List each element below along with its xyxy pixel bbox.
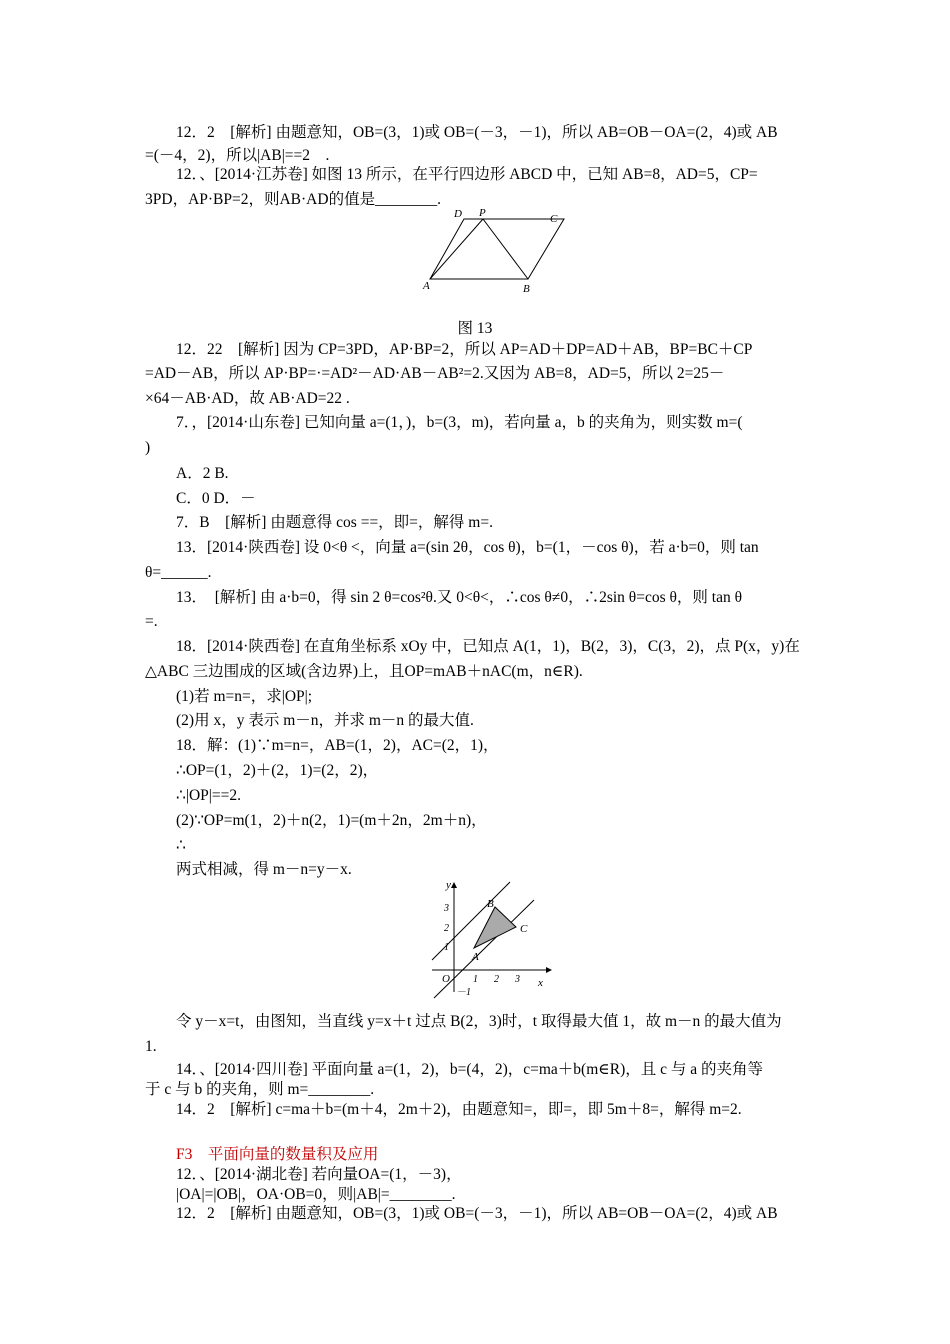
label-a: A [423,280,430,292]
region-abc [474,907,516,948]
y-axis-label: y [446,880,451,891]
figure-13-parallelogram [420,205,570,305]
label-b: B [523,283,530,295]
text-line: =AD－AB，所以 AP·BP=·=AD²－AD·AB－AB²=2.又因为 AB=8，AD=5，所以 2=25－ [145,365,725,382]
point-c-label: C [520,923,528,935]
text-line: 18．[2014·陕西卷] 在直角坐标系 xOy 中，已知点 A(1，1)，B(2，3)，C(3，2)，点 P(x，y)在 [176,638,800,655]
text-line: (2)∵OP=m(1，2)＋n(2，1)=(m＋2n，2m＋n)， [176,812,487,829]
text-line: 12．2 [解析] 由题意知，OB=(3，1)或 OB=(－3，－1)，所以 AB=OB－OA=(2，4)或 AB [176,124,778,141]
text-line: 7．B [解析] 由题意得 cos ==，即=，解得 m=. [176,514,493,531]
origin-label: O [442,973,450,985]
y-tick-3: 3 [444,903,449,914]
section-heading: F3 平面向量的数量积及应用 [176,1146,379,1163]
label-p: P [479,207,486,219]
text-line: ) [145,439,151,456]
text-line: =(－4，2)，所以|AB|==2 . [145,147,330,164]
x-tick-2: 2 [494,974,499,985]
text-line: A．2 B. [176,465,229,482]
text-line: 12．2 [解析] 由题意知，OB=(3，1)或 OB=(－3，－1)，所以 AB=OB－OA=(2，4)或 AB [176,1205,778,1222]
y-tick-2: 2 [444,923,449,934]
text-line: =. [145,613,158,630]
text-line: 令 y－x=t，由图知，当直线 y=x＋t 过点 B(2，3)时，t 取得最大值 1，故 m－n 的最大值为 [176,1013,782,1030]
x-tick-3: 3 [515,974,520,985]
text-line: 3PD，AP·BP=2，则AB·AD的值是________. [145,191,441,208]
text-line: 18．解：(1)∵m=n=，AB=(1，2)，AC=(2，1)， [176,737,499,754]
label-c: C [550,213,558,225]
text-line: (1)若 m=n=，求|OP|; [176,688,313,705]
figure-caption: 图 13 [457,320,493,337]
text-line: 7．，[2014·山东卷] 已知向量 a=(1，)，b=(3，m)，若向量 a，b 的夹角为，则实数 m=( [176,414,743,431]
text-line: 于 c 与 b 的夹角，则 m=________. [145,1081,375,1098]
text-line: ∴|OP|==2. [176,787,241,804]
text-line: 14．、[2014·四川卷] 平面向量 a=(1，2)，b=(4，2)，c=ma＋b(m∈R)，且 c 与 a 的夹角等 [176,1061,764,1078]
text-line: ∴ [176,837,186,854]
text-line: 13． [解析] 由 a·b=0，得 sin 2 θ=cos²θ.又 0<θ<，∴cos θ≠0，∴2sin θ=cos θ，则 tan θ [176,589,743,606]
text-line: 12．、[2014·湖北卷] 若向量OA=(1，－3)， [176,1166,462,1183]
text-line: 13．[2014·陕西卷] 设 0<θ <，向量 a=(sin 2θ，cos θ)，b=(1，－cos θ)，若 a·b=0，则 tan [176,539,759,556]
neg-tick: －1 [456,987,471,998]
coordinate-graph [428,880,558,1000]
x-axis-label: x [538,977,543,989]
text-line: (2)用 x，y 表示 m－n，并求 m－n 的最大值. [176,712,474,729]
x-tick-1: 1 [473,974,478,985]
text-line: |OA|=|OB|，OA·OB=0，则|AB|=________. [176,1186,456,1203]
text-line: 12．、[2014·江苏卷] 如图 13 所示，在平行四边形 ABCD 中，已知 AB=8，AD=5，CP= [176,166,758,183]
text-line: ×64－AB·AD，故 AB·AD=22 . [145,390,350,407]
text-line: 14．2 [解析] c=ma＋b=(m＋4，2m＋2)，由题意知=，即=，即 5m＋8=，解得 m=2. [176,1101,742,1118]
text-line: C．0 D．－ [176,490,256,507]
text-line: 两式相减，得 m－n=y－x. [176,861,352,878]
text-line: ∴OP=(1，2)＋(2，1)=(2，2)， [176,762,379,779]
label-d: D [454,208,462,220]
point-a-label: A [472,951,479,963]
y-tick-1: 1 [444,942,449,953]
text-line: 12．22 [解析] 因为 CP=3PD，AP·BP=2，所以 AP=AD＋DP=AD＋AB，BP=BC＋CP [176,341,753,358]
point-b-label: B [487,898,494,910]
text-line: 1. [145,1038,157,1055]
text-line: θ=______. [145,564,212,581]
text-line: △ABC 三边围成的区域(含边界)上，且OP=mAB＋nAC(m，n∈R). [145,663,583,680]
